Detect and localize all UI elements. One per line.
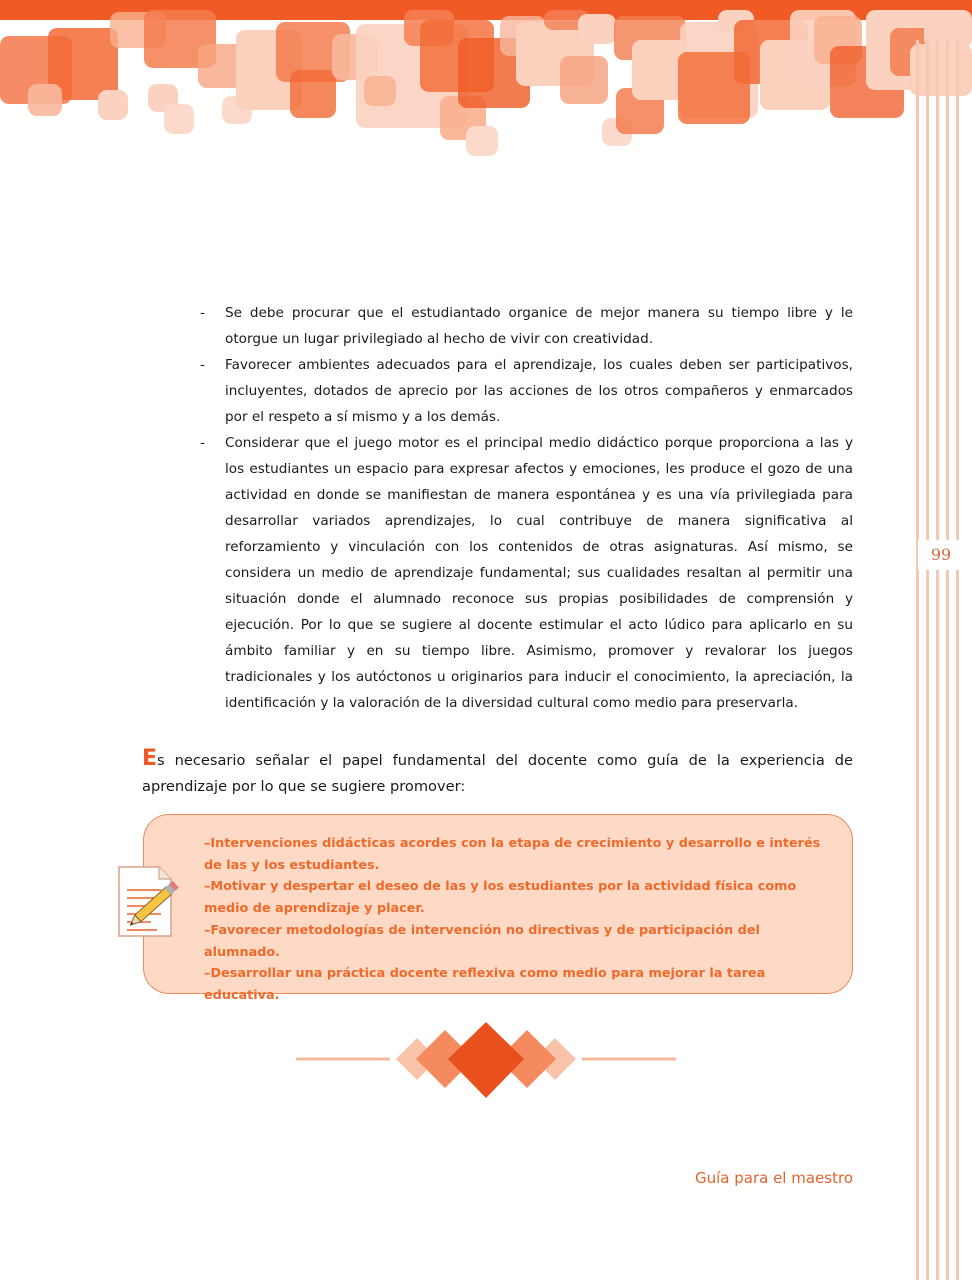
bullet-marker: - [200, 357, 205, 373]
bullet-list [198, 300, 853, 716]
drop-cap: E [142, 746, 158, 771]
recommendations-list [204, 833, 834, 1007]
intro-text: s necesario señalar el papel fundamental del docente como guía de la experiencia de aprendizaje por lo que se sugiere promover: [142, 752, 853, 795]
bullet-item [198, 300, 853, 352]
diamond-ornament-icon [290, 1020, 682, 1100]
footer-title: Guía para el maestro [694, 1169, 853, 1187]
recommendation-item: –Desarrollar una práctica docente reflexiva como medio para mejorar la tarea educativa. [204, 966, 766, 1003]
bullet-item [198, 352, 853, 430]
recommendation-item: –Intervenciones didácticas acordes con la etapa de crecimiento y desarrollo e interés de las y los estudiantes. [204, 836, 821, 873]
bullet-text: Favorecer ambientes adecuados para el aprendizaje, los cuales deben ser participativos, incluyentes, dotados de aprecio por las acciones de los otros compañeros y enmarcados por el respeto a sí mismo y a los demás. [225, 357, 853, 425]
bullet-marker: - [200, 435, 205, 451]
recommendation-item: –Motivar y despertar el deseo de las y los estudiantes por la actividad física como medio de aprendizaje y placer. [204, 879, 797, 917]
intro-paragraph [142, 746, 853, 800]
bullet-text: Se debe procurar que el estudiantado organice de mejor manera su tiempo libre y le otorgue un lugar privilegiado al hecho de vivir con creatividad. [225, 305, 853, 347]
page-number: 99 [918, 540, 964, 570]
bullet-marker: - [200, 305, 205, 321]
bullet-item [198, 430, 853, 716]
bullet-text: Considerar que el juego motor es el principal medio didáctico porque proporciona a las y los estudiantes un espacio para expresar afectos y emociones, les produce el gozo de una actividad en donde se manifiestan de manera espontánea y es una vía privilegiada para desarrollar variados aprendizajes, lo cual contribuye de manera significativa al reforzamiento y vinculación con los contenidos de otras asignaturas. Así mismo, se considera un medio de aprendizaje fundamental; sus cualidades resaltan al permitir una situación donde el alumnado reconoce sus propias posibilidades de comprensión y ejecución. Por lo que se sugiere al docente estimular el acto lúdico para aplicarlo en su ámbito familiar y en su tiempo libre. Asimismo, promover y revalorar los juegos tradicionales y los autóctonos u originarios para inducir el conocimiento, la apreciación, la identificación y la valoración de la diversidad cultural como medio para preservarla. [225, 435, 853, 711]
recommendation-item: –Favorecer metodologías de intervención no directivas y de participación del alumnado. [204, 922, 760, 960]
document-pencil-icon [115, 864, 185, 942]
side-stripes [914, 40, 972, 1280]
